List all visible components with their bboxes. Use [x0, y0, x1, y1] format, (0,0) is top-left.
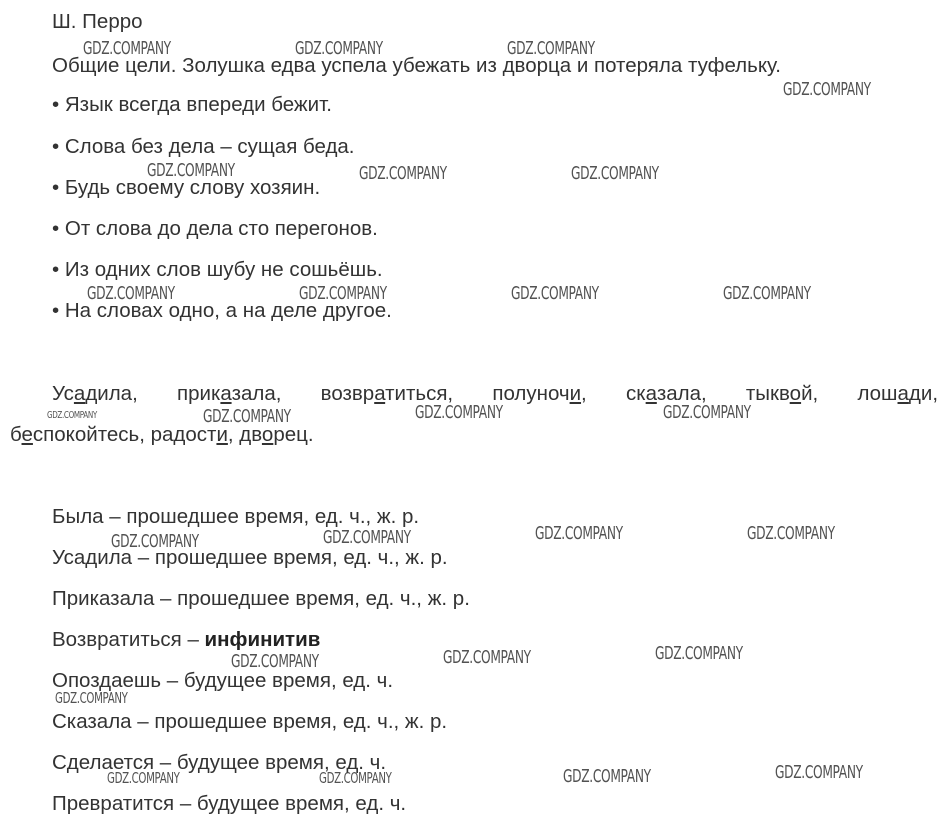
stress-word: лошади, — [857, 382, 939, 405]
watermark: GDZ.COMPANY — [783, 79, 871, 100]
verb-analysis-line: Превратится – будущее время, ед. ч. — [52, 792, 407, 815]
watermark: GDZ.COMPANY — [87, 283, 175, 304]
watermark: GDZ.COMPANY — [299, 283, 387, 304]
stress-word: полуночи, — [492, 382, 587, 405]
watermark: GDZ.COMPANY — [663, 402, 751, 423]
watermark: GDZ.COMPANY — [47, 410, 97, 421]
watermark: GDZ.COMPANY — [511, 283, 599, 304]
watermark: GDZ.COMPANY — [323, 527, 411, 548]
watermark: GDZ.COMPANY — [563, 766, 651, 787]
watermark: GDZ.COMPANY — [359, 163, 447, 184]
watermark: GDZ.COMPANY — [723, 283, 811, 304]
verb-analysis-line: Была – прошедшее время, ед. ч., ж. р. — [52, 505, 420, 528]
verb-analysis-line: Опоздаешь – будущее время, ед. ч. — [52, 669, 394, 692]
proverb-item: • Будь своему слову хозяин. — [52, 176, 321, 199]
proverb-item: • На словах одно, а на деле другое. — [52, 299, 392, 322]
stress-word: приказала, — [177, 382, 282, 405]
watermark: GDZ.COMPANY — [231, 651, 319, 672]
watermark: GDZ.COMPANY — [147, 160, 235, 181]
intro-line: Общие цели. Золушка едва успела убежать из дворца и потеряла туфельку. — [52, 54, 781, 77]
proverb-item: • Из одних слов шубу не сошьёшь. — [52, 258, 383, 281]
verb-analysis-line: Сказала – прошедшее время, ед. ч., ж. р. — [52, 710, 448, 733]
watermark: GDZ.COMPANY — [55, 689, 128, 707]
verb-analysis-line: Усадила – прошедшее время, ед. ч., ж. р. — [52, 546, 448, 569]
author-line: Ш. Перро — [52, 10, 143, 33]
watermark: GDZ.COMPANY — [775, 762, 863, 783]
verb-analysis-line: Сделается – будущее время, ед. ч. — [52, 751, 387, 774]
watermark: GDZ.COMPANY — [319, 769, 392, 787]
watermark: GDZ.COMPANY — [443, 647, 531, 668]
watermark: GDZ.COMPANY — [295, 38, 383, 59]
stress-word: Усадила, — [52, 382, 138, 405]
stress-word: сказала, — [625, 382, 707, 405]
watermark: GDZ.COMPANY — [655, 643, 743, 664]
stress-word: тыквой, — [745, 382, 819, 405]
proverb-item: • От слова до дела сто перегонов. — [52, 217, 378, 240]
proverb-item: • Язык всегда впереди бежит. — [52, 93, 332, 116]
watermark: GDZ.COMPANY — [415, 402, 503, 423]
stress-word: дворец. — [239, 423, 314, 446]
watermark: GDZ.COMPANY — [203, 406, 291, 427]
watermark: GDZ.COMPANY — [111, 531, 199, 552]
watermark: GDZ.COMPANY — [83, 38, 171, 59]
watermark: GDZ.COMPANY — [507, 38, 595, 59]
watermark: GDZ.COMPANY — [107, 769, 180, 787]
stress-line-2 — [10, 423, 938, 447]
watermark: GDZ.COMPANY — [571, 163, 659, 184]
stress-word: радости, — [150, 423, 234, 446]
stress-word: беспокойтесь, — [10, 423, 145, 446]
watermark: GDZ.COMPANY — [747, 523, 835, 544]
bold-term: инфинитив — [204, 628, 321, 651]
proverb-item: • Слова без дела – сущая беда. — [52, 135, 355, 158]
verb-analysis-line: Возвратиться – инфинитив — [52, 628, 321, 651]
stress-word: возвратиться, — [320, 382, 454, 405]
verb-analysis-line: Приказала – прошедшее время, ед. ч., ж. р. — [52, 587, 470, 610]
watermark: GDZ.COMPANY — [535, 523, 623, 544]
